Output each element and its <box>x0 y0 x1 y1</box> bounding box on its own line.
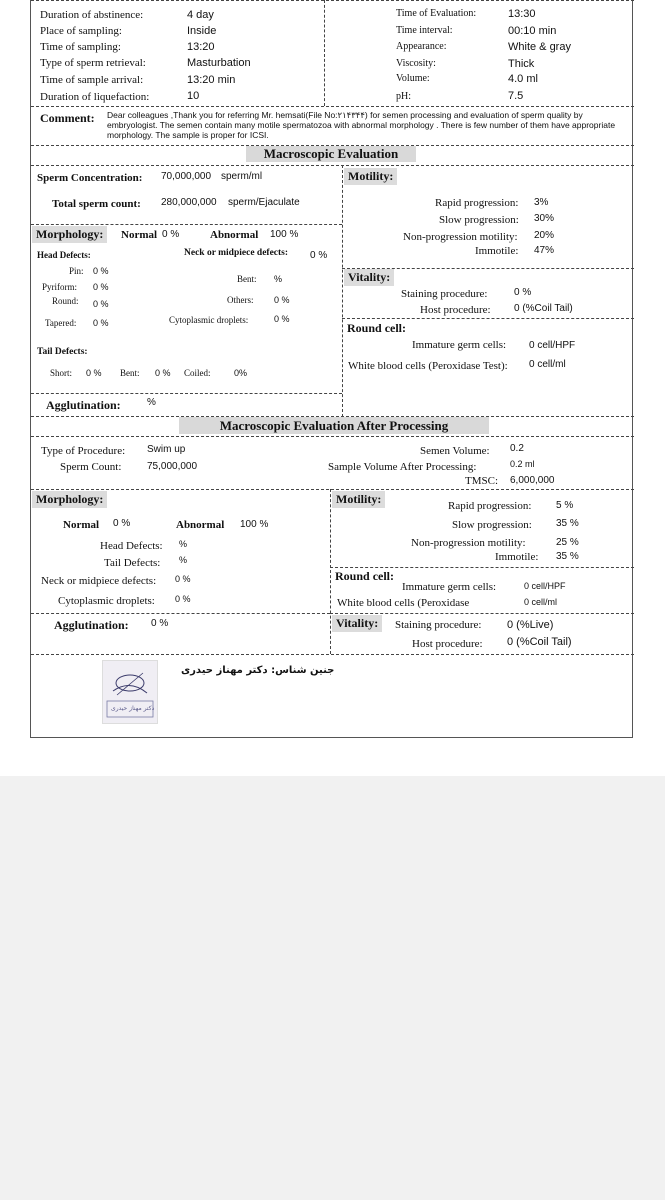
after-staining-label: Staining procedure: <box>395 619 482 631</box>
rapid-label: Rapid progression: <box>435 197 519 209</box>
tail-bent-label: Bent: <box>120 368 140 378</box>
time-eval-value: 13:30 <box>508 8 536 20</box>
agglutination-label: Agglutination: <box>46 398 121 412</box>
signature-scribble-icon <box>103 661 157 723</box>
time-eval-label: Time of Evaluation: <box>396 8 477 19</box>
round-label: Round: <box>52 296 79 306</box>
wbc-value: 0 cell/ml <box>529 359 566 370</box>
morph-top-rule <box>31 224 342 225</box>
after-slow-value: 35 % <box>556 518 579 529</box>
signature-top-rule <box>31 654 634 655</box>
after-immature-label: Immature germ cells: <box>402 581 497 593</box>
slow-label: Slow progression: <box>439 214 519 226</box>
ph-value: 7.5 <box>508 90 524 102</box>
semen-volume-value: 0.2 <box>510 443 524 454</box>
after-agglutination-label: Agglutination: <box>54 618 129 632</box>
after-neck-label: Neck or midpiece defects: <box>41 575 157 587</box>
after-head-value: % <box>179 539 188 549</box>
agglutination-value: % <box>147 397 156 408</box>
coiled-label: Coiled: <box>184 368 211 378</box>
after-cyto-value: 0 % <box>175 594 191 604</box>
time-sampling-label: Time of sampling: <box>40 41 121 53</box>
total-count-label: Total sperm count: <box>52 198 141 210</box>
semen-analysis-report <box>30 0 633 738</box>
cyto-value: 0 % <box>274 314 290 324</box>
nonprog-label: Non-progression motility: <box>403 231 518 243</box>
total-count-value: 280,000,000 <box>161 197 217 208</box>
after-normal-value: 0 % <box>113 518 131 529</box>
liquefaction-label: Duration of liquefaction: <box>40 91 150 103</box>
after-immotile-value: 35 % <box>556 551 579 562</box>
info-bottom-rule <box>31 106 634 107</box>
volume-label: Volume: <box>396 73 430 84</box>
after-cyto-label: Cytoplasmic droplets: <box>58 595 155 607</box>
after-host-value: 0 (%Coil Tail) <box>507 636 572 648</box>
agglutination-top-rule <box>31 393 342 394</box>
tapered-label: Tapered: <box>45 318 77 328</box>
after-staining-value: 0 (%Live) <box>507 619 554 631</box>
top-border <box>31 0 634 1</box>
after-rapid-label: Rapid progression: <box>448 500 532 512</box>
after-divider <box>330 489 331 654</box>
macro-title-rule <box>31 165 634 166</box>
tapered-value: 0 % <box>93 318 109 328</box>
time-sampling-value: 13:20 <box>187 41 215 53</box>
pyriform-label: Pyriform: <box>42 282 77 292</box>
head-defects-label: Head Defects: <box>37 250 91 260</box>
after-abnormal-label: Abnormal <box>176 519 225 531</box>
procedure-value: Swim up <box>147 444 186 455</box>
abstinence-label: Duration of abstinence: <box>40 9 144 21</box>
normal-label: Normal <box>121 229 158 241</box>
after-neck-value: 0 % <box>175 574 191 584</box>
bent-value: % <box>274 274 283 284</box>
after-normal-label: Normal <box>63 519 100 531</box>
interval-value: 00:10 min <box>508 25 557 37</box>
after-roundcell-header: Round cell: <box>335 569 395 583</box>
after-wbc-label: White blood cells (Peroxidase <box>337 597 470 609</box>
after-nonprog-value: 25 % <box>556 537 579 548</box>
host-value: 0 (%Coil Tail) <box>514 303 573 314</box>
rapid-value: 3% <box>534 197 549 208</box>
after-slow-label: Slow progression: <box>452 519 532 531</box>
after-vitality-rule <box>330 613 634 614</box>
neck-label: Neck or midpiece defects: <box>184 248 289 258</box>
tail-defects-label: Tail Defects: <box>37 347 88 357</box>
total-count-unit: sperm/Ejaculate <box>228 197 300 208</box>
after-abnormal-value: 100 % <box>240 519 269 530</box>
after-immotile-label: Immotile: <box>495 551 539 563</box>
after-count-value: 75,000,000 <box>147 461 198 472</box>
after-morph-top-rule <box>31 489 634 490</box>
retrieval-value: Masturbation <box>187 57 251 69</box>
after-vitality-header: Vitality: <box>332 615 382 632</box>
after-immature-value: 0 cell/HPF <box>524 581 566 591</box>
comment-label: Comment: <box>40 111 95 125</box>
normal-value: 0 % <box>162 229 180 240</box>
others-label: Others: <box>227 295 254 305</box>
tmsc-label: TMSC: <box>465 475 499 487</box>
after-agglutination-value: 0 % <box>151 618 169 629</box>
slow-value: 30% <box>534 213 555 224</box>
retrieval-label: Type of sperm retrieval: <box>40 57 146 69</box>
bent-label: Bent: <box>237 274 257 284</box>
after-title: Macroscopic Evaluation After Processing <box>179 417 489 434</box>
after-count-label: Sperm Count: <box>60 461 122 473</box>
short-label: Short: <box>50 368 73 378</box>
after-head-label: Head Defects: <box>100 540 163 552</box>
concentration-value: 70,000,000 <box>161 171 212 182</box>
after-morphology-header: Morphology: <box>32 491 107 508</box>
abnormal-value: 100 % <box>270 229 299 240</box>
viscosity-value: Thick <box>508 58 535 70</box>
vitality-header: Vitality: <box>344 269 394 286</box>
pin-label: Pin: <box>69 266 84 276</box>
procedure-label: Type of Procedure: <box>41 445 126 457</box>
immature-value: 0 cell/HPF <box>529 340 576 351</box>
immotile-label: Immotile: <box>475 245 519 257</box>
short-value: 0 % <box>86 368 102 378</box>
others-value: 0 % <box>274 295 290 305</box>
roundcell-header: Round cell: <box>347 321 407 335</box>
pin-value: 0 % <box>93 266 109 276</box>
embryologist-signature-line: جنین شناس: دکتر مهناز حیدری <box>181 665 335 676</box>
arrival-label: Time of sample arrival: <box>40 74 144 86</box>
macro-divider <box>342 165 343 417</box>
neck-value: 0 % <box>310 250 328 261</box>
coiled-value: 0% <box>234 368 248 378</box>
tail-bent-value: 0 % <box>155 368 171 378</box>
immotile-value: 47% <box>534 245 555 256</box>
morphology-header: Morphology: <box>32 226 107 243</box>
concentration-label: Sperm Concentration: <box>37 172 143 184</box>
sample-volume-value: 0.2 ml <box>510 459 535 469</box>
motility-header: Motility: <box>344 168 397 185</box>
appearance-label: Appearance: <box>396 41 447 52</box>
interval-label: Time interval: <box>396 25 453 36</box>
round-value: 0 % <box>93 299 109 309</box>
abnormal-label: Abnormal <box>210 229 259 241</box>
after-agglutination-rule <box>31 613 330 614</box>
place-value: Inside <box>187 25 217 37</box>
after-rapid-value: 5 % <box>556 500 574 511</box>
host-label: Host procedure: <box>420 304 491 316</box>
after-title-rule <box>31 436 634 437</box>
after-motility-header: Motility: <box>332 491 385 508</box>
ph-label: pH: <box>396 91 411 102</box>
after-host-label: Host procedure: <box>412 638 483 650</box>
abstinence-value: 4 day <box>187 9 214 21</box>
staining-value: 0 % <box>514 287 532 298</box>
blank-page-area <box>0 776 665 1200</box>
appearance-value: White & gray <box>508 41 571 53</box>
roundcell-top-rule <box>342 318 634 319</box>
stamp-text: دکتر مهناز حیدری <box>111 705 155 712</box>
embryologist-stamp <box>102 660 158 724</box>
cyto-label: Cytoplasmic droplets: <box>169 315 249 325</box>
after-wbc-value: 0 cell/ml <box>524 597 558 607</box>
after-tail-label: Tail Defects: <box>104 557 161 569</box>
pyriform-value: 0 % <box>93 282 109 292</box>
macro-title: Macroscopic Evaluation <box>246 146 416 162</box>
place-label: Place of sampling: <box>40 25 122 37</box>
semen-volume-label: Semen Volume: <box>420 445 490 457</box>
nonprog-value: 20% <box>534 230 555 241</box>
volume-value: 4.0 ml <box>508 73 538 85</box>
arrival-value: 13:20 min <box>187 74 236 86</box>
after-tail-value: % <box>179 555 188 565</box>
tmsc-value: 6,000,000 <box>510 475 555 486</box>
wbc-label: White blood cells (Peroxidase Test): <box>348 360 508 372</box>
sample-volume-label: Sample Volume After Processing: <box>328 461 477 473</box>
viscosity-label: Viscosity: <box>396 58 436 69</box>
staining-label: Staining procedure: <box>401 288 488 300</box>
immature-label: Immature germ cells: <box>412 339 507 351</box>
concentration-unit: sperm/ml <box>221 171 263 182</box>
after-nonprog-label: Non-progression motility: <box>411 537 526 549</box>
after-roundcell-rule <box>330 567 634 568</box>
liquefaction-value: 10 <box>187 90 200 102</box>
comment-text: Dear colleagues ,Thank you for referring Mr. hemsati(File No:۲۱۴۳۴۴) for semen processing and evaluation of sperm quality by embryologist. The semen contain many motile spermatozoa with abnormal morphology . There is few number of them have appropriate morphology. The sample is proper for ICSI. <box>107 110 616 140</box>
info-divider <box>324 0 325 106</box>
